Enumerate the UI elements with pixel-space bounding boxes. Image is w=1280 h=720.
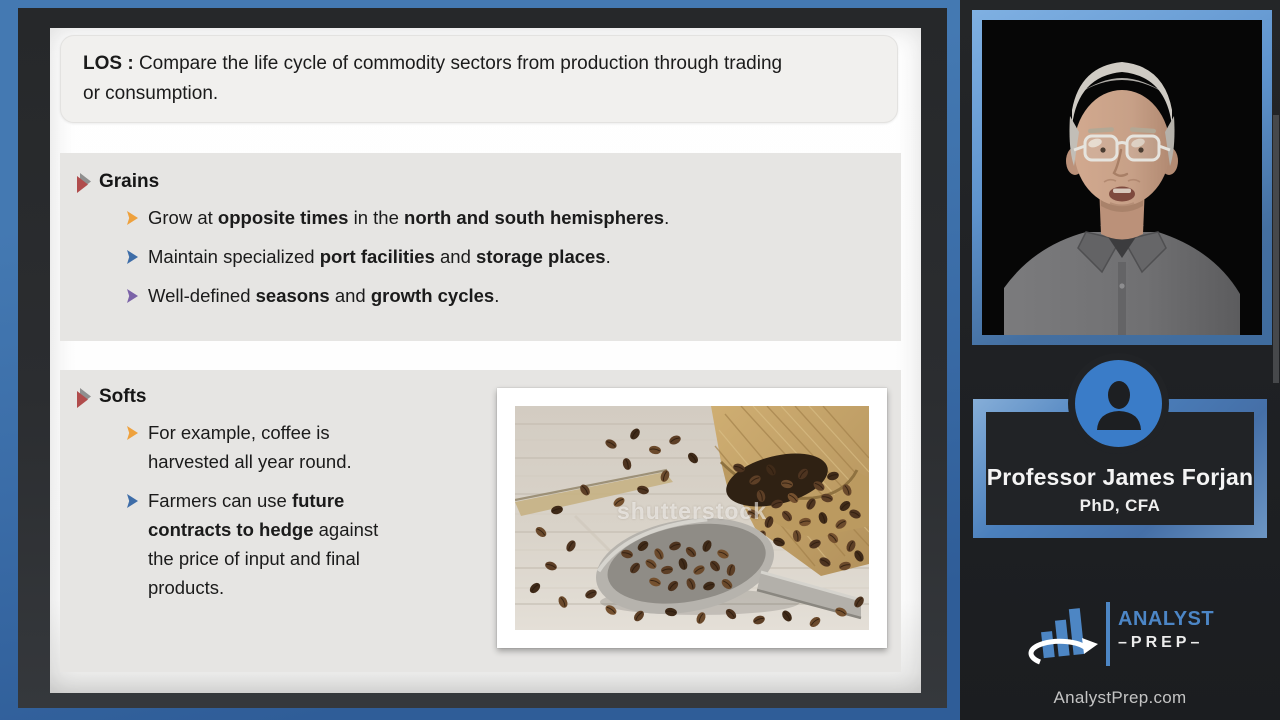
bullet-arrow-icon bbox=[126, 210, 139, 226]
section-arrow-icon bbox=[74, 387, 92, 408]
logo-divider bbox=[1106, 602, 1110, 666]
presenter-video[interactable] bbox=[982, 20, 1262, 335]
los-box bbox=[60, 35, 898, 123]
presenter-video-frame bbox=[972, 10, 1272, 345]
los-text: LOS : Compare the life cycle of commodity sectors from production through trading or consumption. bbox=[83, 53, 783, 104]
bullet-arrow-icon bbox=[126, 249, 139, 265]
softs-panel bbox=[60, 370, 901, 672]
bullet-arrow-icon bbox=[126, 425, 139, 441]
website-label: AnalystPrep.com bbox=[1053, 688, 1187, 707]
avatar bbox=[1075, 360, 1162, 447]
coffee-photo-frame bbox=[497, 388, 887, 648]
presenter-credentials: PhD, CFA bbox=[1079, 496, 1161, 515]
bullet-text: For example, coffee is harvested all year round. bbox=[148, 422, 352, 472]
section-title: Softs bbox=[99, 386, 147, 407]
analystprep-logo bbox=[960, 598, 1280, 674]
bullet-arrow-icon bbox=[126, 288, 139, 304]
analystprep-logo-mark bbox=[1026, 600, 1100, 672]
bullet-row bbox=[126, 242, 901, 271]
slide bbox=[50, 28, 921, 693]
logo-prep-label: –PREP– bbox=[1118, 634, 1204, 651]
scrollbar-thumb[interactable] bbox=[1273, 115, 1279, 383]
bullet-text: Well-defined seasons and growth cycles. bbox=[148, 285, 500, 306]
bullet-arrow-icon bbox=[126, 493, 139, 509]
grains-panel bbox=[60, 153, 901, 341]
presenter-name: Professor James Forjan bbox=[986, 464, 1254, 490]
sidebar bbox=[960, 0, 1280, 720]
bullet-text: Farmers can use future contracts to hedge against the price of input and final products. bbox=[148, 490, 379, 598]
bullet-row bbox=[126, 203, 901, 232]
section-title: Grains bbox=[99, 171, 160, 192]
grains-header bbox=[74, 171, 901, 193]
bullet-text: Maintain specialized port facilities and storage places. bbox=[148, 246, 611, 267]
slide-frame bbox=[18, 8, 947, 708]
logo-text bbox=[1118, 608, 1238, 652]
photo-watermark: shutterstock bbox=[616, 498, 768, 524]
bullet-text: Grow at opposite times in the north and south hemispheres. bbox=[148, 207, 670, 228]
bullet-row bbox=[126, 281, 901, 310]
section-arrow-icon bbox=[74, 172, 92, 193]
presenter-portrait bbox=[982, 20, 1262, 335]
coffee-photo bbox=[515, 406, 869, 630]
logo-analyst-label: ANALYST bbox=[1118, 608, 1215, 630]
person-icon bbox=[1094, 378, 1144, 430]
